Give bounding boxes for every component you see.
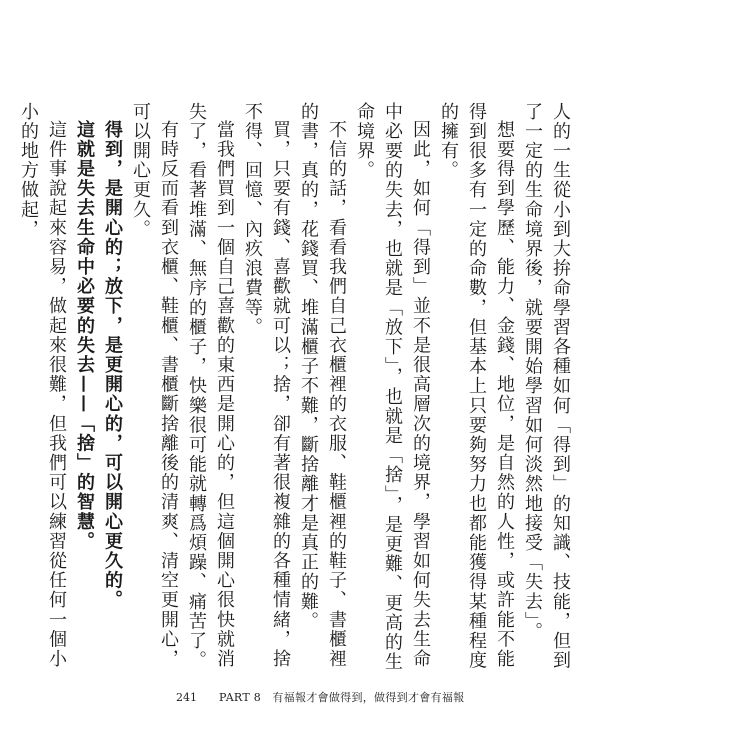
paragraph-9-bold: 這就是失去生命中必要的失去——「捨」的智慧。: [74, 120, 95, 552]
paragraph-4: 不信的話，看看我們自己衣櫃裡的衣服、鞋櫃裡的鞋子、書櫃裡的書，真的，花錢買、堆滿櫃子不難，斷捨離才是真正的難。: [298, 102, 347, 669]
paragraph-8-bold: 得到，是開心的；放下，是更開心的，可以開心更久的。: [102, 120, 123, 610]
body-text: [18, 102, 574, 672]
paragraph-1: 人的一生從小到大拚命學習各種如何「得到」的知識、技能，但到了一定的生命境界後，就要開始學習如何淡然地接受「失去」。: [522, 102, 571, 671]
paragraph-10: 這件事說起來容易，做起來很難，但我們可以練習從任何一個小小的地方做起，: [18, 102, 67, 669]
paragraph-5: 買，只要有錢、喜歡就可以；捨，卻有著很複雜的各種情緒，捨不得、回憶、內疚浪費等。: [242, 102, 291, 669]
page-number: 241: [176, 691, 197, 704]
running-head: PART 8 有福報才會做得到，做得到才會有福報: [219, 691, 465, 704]
paragraph-7: 有時反而看到衣櫃、鞋櫃、書櫃斷捨離後的清爽、清空更開心，可以開心更久。: [130, 102, 179, 669]
page-footer: [176, 689, 464, 705]
paragraph-6: 當我們買到一個自己喜歡的東西是開心的，但這個開心很快就消失了，看著堆滿、無序的櫃子，快樂很可能就轉爲煩躁、痛苦了。: [186, 102, 235, 671]
paragraph-3: 因此，如何「得到」並不是很高層次的境界，學習如何失去生命中必要的失去，也就是「放下」，也就是「捨」，是更難、更高的生命境界。: [354, 102, 431, 672]
paragraph-2: 想要得到學歷、能力、金錢、地位，是自然的人性，或許能不能得到很多有一定的命數，但基本上只要夠努力也都能獲得某種程度的擁有。: [438, 102, 515, 671]
